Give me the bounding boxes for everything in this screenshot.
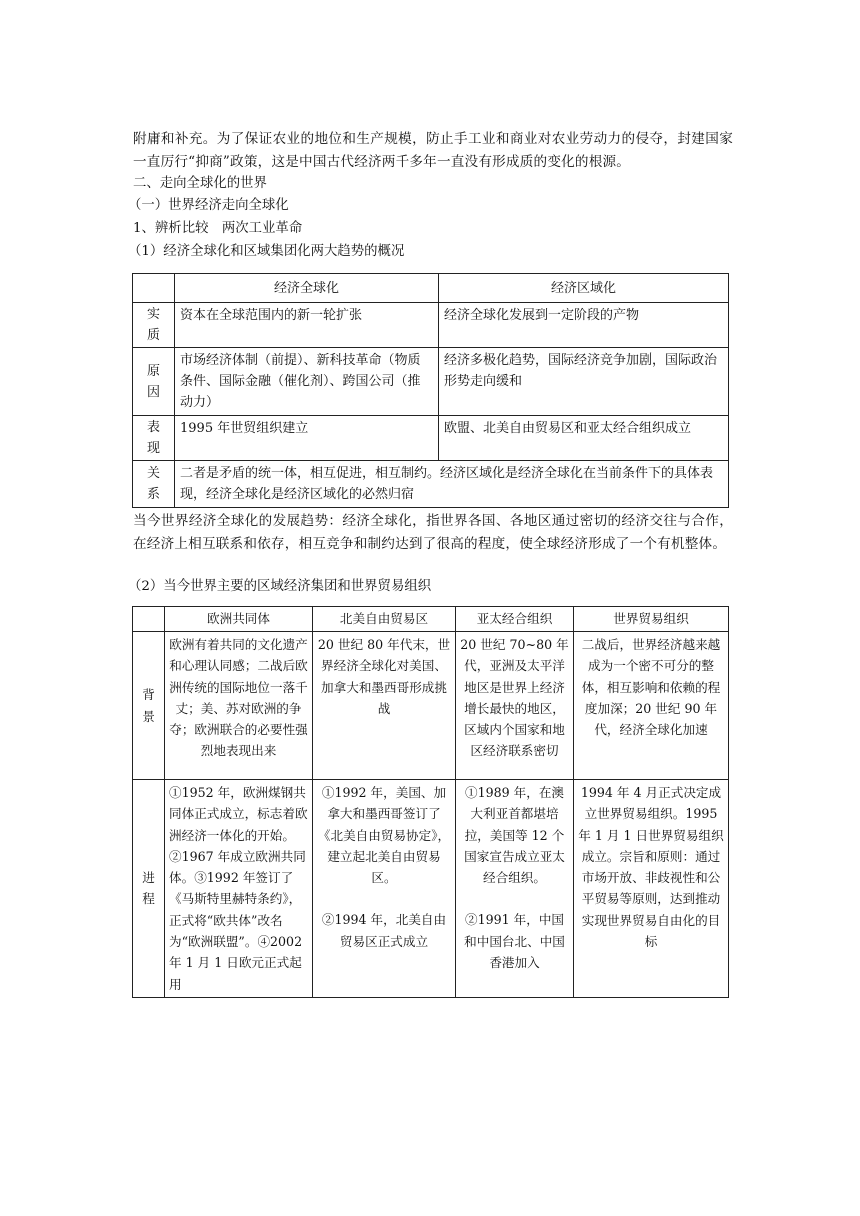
nafta-process-step-2: ②1994 年，北美自由贸易区正式成立 — [321, 912, 447, 949]
regional-organizations-table — [132, 606, 729, 998]
item-heading: 1、辨析比较 两次工业革命 — [133, 221, 303, 236]
table2-header-eu: 欧洲共同体 — [165, 607, 313, 632]
table1-header-regionalization: 经济区域化 — [439, 274, 729, 303]
table1-cell: 资本在全球范围内的新一轮扩张 — [175, 303, 439, 348]
table1-header-globalization: 经济全球化 — [175, 274, 439, 303]
section-heading: 二、走向全球化的世界 — [133, 176, 267, 191]
table1-row-header-cause: 原 因 — [133, 348, 175, 416]
table1-cell: 欧盟、北美自由贸易区和亚太经合组织成立 — [439, 416, 729, 461]
table2-cell-apec-process — [456, 780, 574, 998]
table2-cell-apec-background: 20 世纪 70~80 年代，亚洲及太平洋地区是世界上经济增长最快的地区，区域内个国家和地区经济联系密切 — [456, 632, 574, 780]
table2-cell-eu-process: ①1952 年，欧洲煤钢共同体正式成立，标志着欧洲经济一体化的开始。②1967 年成立欧洲共同体。③1992 年签订了《马斯特里赫特条约》，正式将“欧共体”改名为“欧洲联盟”。④2002 年 1 月 1 日欧元正式起用 — [165, 780, 313, 998]
table2-cell-nafta-background: 20 世纪 80 年代末，世界经济全球化对美国、加拿大和墨西哥形成挑战 — [313, 632, 456, 780]
table1-cell: 1995 年世贸组织建立 — [175, 416, 439, 461]
table1-cell: 市场经济体制（前提）、新科技革命（物质条件、国际金融（催化剂）、跨国公司（推动力） — [175, 348, 439, 416]
table2-cell-nafta-process — [313, 780, 456, 998]
table1-cell: 经济多极化趋势，国际经济竞争加剧，国际政治形势走向缓和 — [439, 348, 729, 416]
table2-header-wto: 世界贸易组织 — [574, 607, 729, 632]
table1-cell: 经济全球化发展到一定阶段的产物 — [439, 303, 729, 348]
table1-corner — [133, 274, 175, 303]
apec-process-step-1: ①1989 年，在澳大利亚首都堪培拉，美国等 12 个国家宣告成立亚太经合组织。 — [464, 785, 565, 886]
table1-row-header-relation: 关 系 — [133, 461, 175, 508]
table1-row-header-essence: 实 质 — [133, 303, 175, 348]
table2-header-apec: 亚太经合组织 — [456, 607, 574, 632]
intro-paragraph: 附庸和补充。为了保证农业的地位和生产规模，防止手工业和商业对农业劳动力的侵夺，封建国家一直厉行“抑商”政策，这是中国古代经济两千多年一直没有形成质的变化的根源。 — [133, 131, 733, 170]
nafta-process-step-1: ①1992 年，美国、加拿大和墨西哥签订了《北美自由贸易协定》，建立起北美自由贸易区。 — [317, 785, 451, 886]
table2-row-header-background: 背 景 — [133, 632, 165, 780]
table2-cell-wto-background: 二战后，世界经济越来越成为一个密不可分的整体，相互影响和依赖的程度加深；20 世纪 90 年代，经济全球化加速 — [574, 632, 729, 780]
table2-corner — [133, 607, 165, 632]
table2-caption: （2）当今世界主要的区域经济集团和世界贸易组织 — [128, 579, 432, 594]
apec-process-step-2: ②1991 年，中国和中国台北、中国香港加入 — [464, 912, 565, 971]
table2-header-nafta: 北美自由贸易区 — [313, 607, 456, 632]
globalization-comparison-table — [132, 273, 729, 508]
subsection-heading: （一）世界经济走向全球化 — [128, 198, 289, 213]
table1-caption: （1）经济全球化和区域集团化两大趋势的概况 — [128, 244, 405, 259]
table2-cell-wto-process: 1994 年 4 月正式决定成立世界贸易组织。1995 年 1 月 1 日世界贸易组织成立。宗旨和原则：通过市场开放、非歧视性和公平贸易等原则，达到推动实现世界贸易自由化的目标 — [574, 780, 729, 998]
table2-cell-eu-background: 欧洲有着共同的文化遗产和心理认同感；二战后欧洲传统的国际地位一落千丈；美、苏对欧洲的争夺；欧洲联合的必要性强烈地表现出来 — [165, 632, 313, 780]
table1-cell-merged: 二者是矛盾的统一体，相互促进，相互制约。经济区域化是经济全球化在当前条件下的具体表现，经济全球化是经济区域化的必然归宿 — [175, 461, 729, 508]
trend-paragraph: 当今世界经济全球化的发展趋势：经济全球化，指世界各国、各地区通过密切的经济交往与合作，在经济上相互联系和依存，相互竞争和制约达到了很高的程度，使全球经济形成了一个有机整体。 — [133, 513, 733, 552]
table1-row-header-manifestation: 表 现 — [133, 416, 175, 461]
table2-row-header-process: 进 程 — [133, 780, 165, 998]
